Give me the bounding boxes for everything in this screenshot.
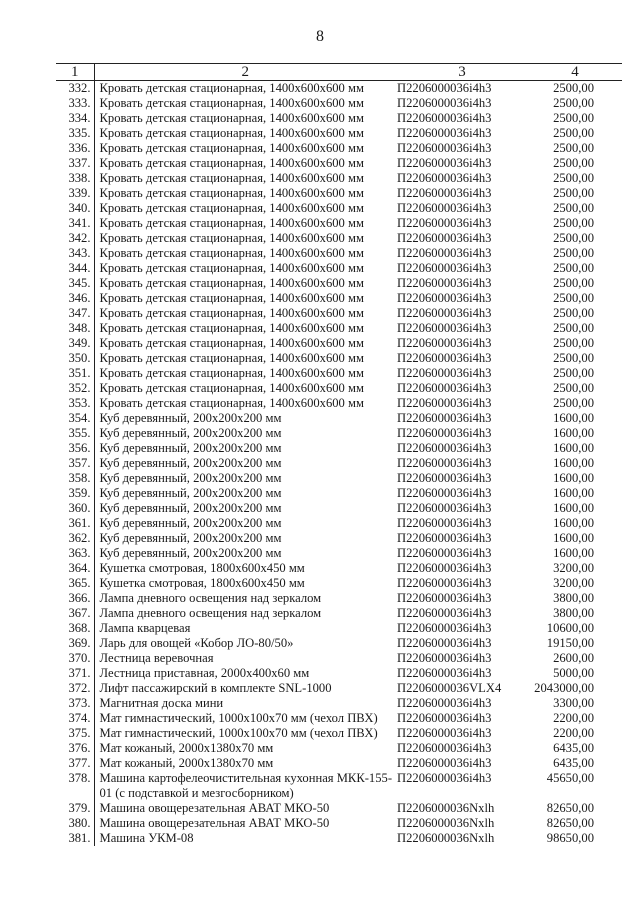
row-number: 378. [56,771,94,801]
item-price: 2500,00 [553,231,594,245]
item-price: 1600,00 [553,456,594,470]
item-name: Куб деревянный, 200х200х200 мм [99,471,282,485]
row-number: 373. [56,696,94,711]
table-row [56,246,622,261]
item-name: Кровать детская стационарная, 1400х600х600 мм [99,321,364,335]
row-number: 376. [56,741,94,756]
item-code: П2206000036i4h3 [397,381,492,395]
item-code: П2206000036i4h3 [397,651,492,665]
row-number: 368. [56,621,94,636]
item-code: П2206000036i4h3 [397,111,492,125]
item-price: 3800,00 [553,591,594,605]
row-number: 364. [56,561,94,576]
row-number: 374. [56,711,94,726]
row-number: 349. [56,336,94,351]
item-name: Куб деревянный, 200х200х200 мм [99,531,282,545]
row-number: 360. [56,501,94,516]
item-price: 2500,00 [553,81,594,95]
row-number: 344. [56,261,94,276]
row-number: 334. [56,111,94,126]
item-name: Кровать детская стационарная, 1400х600х600 мм [99,396,364,410]
item-code: П2206000036i4h3 [397,771,492,785]
item-name: Кровать детская стационарная, 1400х600х600 мм [99,156,364,170]
row-number: 355. [56,426,94,441]
row-number: 346. [56,291,94,306]
item-name: Мат гимнастический, 1000х100х70 мм (чехол ПВХ) [99,711,378,725]
item-code: П2206000036i4h3 [397,336,492,350]
table-row [56,441,622,456]
item-name: Кровать детская стационарная, 1400х600х600 мм [99,186,364,200]
item-price: 1600,00 [553,471,594,485]
item-price: 2500,00 [553,396,594,410]
item-code: П2206000036i4h3 [397,636,492,650]
item-name: Куб деревянный, 200х200х200 мм [99,516,282,530]
item-price: 10600,00 [546,621,594,635]
page-number: 8 [316,28,324,45]
item-code: П2206000036i4h3 [397,351,492,365]
row-number: 341. [56,216,94,231]
item-code: П2206000036i4h3 [397,291,492,305]
row-number: 371. [56,666,94,681]
item-name: Лампа дневного освещения над зеркалом [99,591,322,605]
item-code: П2206000036i4h3 [397,276,492,290]
table-row [56,726,622,741]
item-code: П2206000036i4h3 [397,141,492,155]
row-number: 354. [56,411,94,426]
table-row [56,576,622,591]
table-row [56,711,622,726]
row-number: 348. [56,321,94,336]
item-name: Мат кожаный, 2000х1380х70 мм [99,756,274,770]
item-code: П2206000036i4h3 [397,606,492,620]
item-code: П2206000036i4h3 [397,126,492,140]
row-number: 362. [56,531,94,546]
item-price: 2500,00 [553,246,594,260]
table-row [56,396,622,411]
item-code: П2206000036Nxlh [397,801,495,815]
table-row [56,771,622,801]
table-row [56,141,622,156]
item-code: П2206000036i4h3 [397,561,492,575]
row-number: 339. [56,186,94,201]
row-number: 372. [56,681,94,696]
item-name: Машина УКМ-08 [99,831,194,845]
item-code: П2206000036i4h3 [397,321,492,335]
row-number: 353. [56,396,94,411]
table-row [56,621,622,636]
row-number: 365. [56,576,94,591]
item-name: Лампа дневного освещения над зеркалом [99,606,322,620]
item-code: П2206000036i4h3 [397,156,492,170]
table-row [56,636,622,651]
item-name: Мат кожаный, 2000х1380х70 мм [99,741,274,755]
table-row [56,276,622,291]
row-number: 338. [56,171,94,186]
row-number: 350. [56,351,94,366]
item-code: П2206000036i4h3 [397,486,492,500]
item-name: Куб деревянный, 200х200х200 мм [99,426,282,440]
item-price: 2043000,00 [534,681,594,695]
item-name: Кровать детская стационарная, 1400х600х600 мм [99,366,364,380]
item-name: Лестница приставная, 2000х400х60 мм [99,666,310,680]
item-code: П2206000036i4h3 [397,81,492,95]
item-name: Кровать детская стационарная, 1400х600х600 мм [99,336,364,350]
table-row [56,651,622,666]
item-name: Кровать детская стационарная, 1400х600х600 мм [99,111,364,125]
item-price: 82650,00 [546,801,594,815]
table-row [56,486,622,501]
item-code: П2206000036i4h3 [397,231,492,245]
item-name: Ларь для овощей «Кобор ЛО-80/50» [99,636,294,650]
table-row [56,546,622,561]
table-row [56,156,622,171]
row-number: 359. [56,486,94,501]
table-row [56,741,622,756]
table-row [56,831,622,846]
table-row [56,666,622,681]
row-number: 377. [56,756,94,771]
item-name: Кровать детская стационарная, 1400х600х600 мм [99,381,364,395]
row-number: 337. [56,156,94,171]
item-name: Кровать детская стационарная, 1400х600х600 мм [99,246,364,260]
item-code: П2206000036i4h3 [397,621,492,635]
row-number: 379. [56,801,94,816]
item-code: П2206000036i4h3 [397,411,492,425]
item-price: 6435,00 [553,756,594,770]
item-name: Кушетка смотровая, 1800х600х450 мм [99,561,305,575]
item-code: П2206000036i4h3 [397,501,492,515]
item-code: П2206000036i4h3 [397,171,492,185]
item-price: 2500,00 [553,171,594,185]
item-price: 3200,00 [553,576,594,590]
item-code: П2206000036i4h3 [397,711,492,725]
inventory-table [56,63,622,846]
item-name: Машина овощерезательная АВАТ МКО-50 [99,816,330,830]
item-name: Кровать детская стационарная, 1400х600х600 мм [99,351,364,365]
column-header-code: 3 [396,64,528,81]
item-code: П2206000036i4h3 [397,576,492,590]
item-code: П2206000036i4h3 [397,471,492,485]
table-row [56,366,622,381]
table-row [56,81,622,97]
table-row [56,411,622,426]
table-body [56,81,622,847]
item-code: П2206000036i4h3 [397,246,492,260]
item-name: Кровать детская стационарная, 1400х600х600 мм [99,141,364,155]
item-name: Мат гимнастический, 1000х100х70 мм (чехол ПВХ) [99,726,378,740]
table-row [56,201,622,216]
table-row [56,171,622,186]
row-number: 361. [56,516,94,531]
item-price: 2500,00 [553,111,594,125]
item-name: Машина картофелеочистительная кухонная МКК-155-01 (с подставкой и мезгосборником) [99,771,393,800]
row-number: 352. [56,381,94,396]
item-price: 2500,00 [553,381,594,395]
item-code: П2206000036i4h3 [397,366,492,380]
table-row [56,561,622,576]
item-price: 1600,00 [553,501,594,515]
table-row [56,336,622,351]
item-price: 2500,00 [553,366,594,380]
item-name: Куб деревянный, 200х200х200 мм [99,486,282,500]
table-row [56,426,622,441]
item-price: 2500,00 [553,261,594,275]
item-price: 2500,00 [553,276,594,290]
item-name: Кровать детская стационарная, 1400х600х600 мм [99,291,364,305]
table-row [56,816,622,831]
row-number: 381. [56,831,94,846]
item-code: П2206000036i4h3 [397,261,492,275]
table-row [56,111,622,126]
row-number: 333. [56,96,94,111]
item-code: П2206000036i4h3 [397,516,492,530]
row-number: 335. [56,126,94,141]
table-row [56,801,622,816]
item-price: 2500,00 [553,336,594,350]
item-price: 3800,00 [553,606,594,620]
row-number: 356. [56,441,94,456]
row-number: 336. [56,141,94,156]
row-number: 366. [56,591,94,606]
table-row [56,216,622,231]
table-row [56,321,622,336]
item-name: Кровать детская стационарная, 1400х600х600 мм [99,276,364,290]
item-price: 19150,00 [546,636,594,650]
table-row [56,306,622,321]
item-name: Кровать детская стационарная, 1400х600х600 мм [99,231,364,245]
table-header-row [56,64,622,81]
item-price: 2200,00 [553,726,594,740]
row-number: 347. [56,306,94,321]
table-row [56,381,622,396]
item-price: 2500,00 [553,291,594,305]
item-name: Лампа кварцевая [99,621,191,635]
item-code: П2206000036i4h3 [397,591,492,605]
row-number: 363. [56,546,94,561]
item-name: Кровать детская стационарная, 1400х600х600 мм [99,126,364,140]
table-row [56,501,622,516]
item-code: П2206000036VLX4 [397,681,502,695]
row-number: 380. [56,816,94,831]
table-row [56,261,622,276]
item-price: 2500,00 [553,306,594,320]
row-number: 370. [56,651,94,666]
table-row [56,681,622,696]
item-price: 5000,00 [553,666,594,680]
item-price: 1600,00 [553,486,594,500]
row-number: 367. [56,606,94,621]
item-code: П2206000036i4h3 [397,756,492,770]
table-row [56,531,622,546]
row-number: 332. [56,81,94,97]
table-row [56,606,622,621]
item-price: 2500,00 [553,351,594,365]
item-price: 1600,00 [553,441,594,455]
item-code: П2206000036i4h3 [397,441,492,455]
column-header-name: 2 [94,64,396,81]
table-row [56,96,622,111]
table-row [56,516,622,531]
item-price: 2500,00 [553,96,594,110]
item-price: 1600,00 [553,531,594,545]
item-name: Машина овощерезательная АВАТ МКО-50 [99,801,330,815]
item-price: 6435,00 [553,741,594,755]
item-name: Куб деревянный, 200х200х200 мм [99,546,282,560]
item-code: П2206000036i4h3 [397,741,492,755]
table-row [56,456,622,471]
item-price: 45650,00 [546,771,594,785]
item-name: Куб деревянный, 200х200х200 мм [99,441,282,455]
item-price: 2200,00 [553,711,594,725]
item-name: Магнитная доска мини [99,696,224,710]
item-name: Куб деревянный, 200х200х200 мм [99,411,282,425]
item-price: 2500,00 [553,126,594,140]
table-row [56,186,622,201]
item-code: П2206000036i4h3 [397,396,492,410]
item-name: Куб деревянный, 200х200х200 мм [99,501,282,515]
item-name: Кровать детская стационарная, 1400х600х600 мм [99,201,364,215]
item-name: Кровать детская стационарная, 1400х600х600 мм [99,96,364,110]
item-price: 1600,00 [553,426,594,440]
item-price: 1600,00 [553,546,594,560]
item-price: 2500,00 [553,201,594,215]
row-number: 351. [56,366,94,381]
item-price: 2500,00 [553,321,594,335]
item-price: 1600,00 [553,516,594,530]
item-name: Кушетка смотровая, 1800х600х450 мм [99,576,305,590]
item-code: П2206000036i4h3 [397,201,492,215]
item-price: 3200,00 [553,561,594,575]
table-row [56,756,622,771]
table-row [56,231,622,246]
row-number: 357. [56,456,94,471]
row-number: 342. [56,231,94,246]
item-code: П2206000036Nxlh [397,816,495,830]
item-price: 2600,00 [553,651,594,665]
table-row [56,126,622,141]
item-price: 3300,00 [553,696,594,710]
item-code: П2206000036i4h3 [397,546,492,560]
column-header-number: 1 [56,64,94,81]
table-row [56,696,622,711]
item-name: Кровать детская стационарная, 1400х600х600 мм [99,81,364,95]
item-code: П2206000036i4h3 [397,726,492,740]
item-code: П2206000036i4h3 [397,426,492,440]
item-price: 82650,00 [546,816,594,830]
table-row [56,351,622,366]
item-name: Кровать детская стационарная, 1400х600х600 мм [99,306,364,320]
row-number: 340. [56,201,94,216]
table-row [56,591,622,606]
item-code: П2206000036i4h3 [397,186,492,200]
column-header-price: 4 [528,64,622,81]
item-name: Куб деревянный, 200х200х200 мм [99,456,282,470]
item-price: 1600,00 [553,411,594,425]
item-code: П2206000036i4h3 [397,456,492,470]
table-row [56,291,622,306]
item-code: П2206000036i4h3 [397,666,492,680]
row-number: 375. [56,726,94,741]
item-code: П2206000036Nxlh [397,831,495,845]
item-code: П2206000036i4h3 [397,96,492,110]
row-number: 369. [56,636,94,651]
item-code: П2206000036i4h3 [397,306,492,320]
item-name: Кровать детская стационарная, 1400х600х600 мм [99,216,364,230]
row-number: 358. [56,471,94,486]
item-price: 2500,00 [553,156,594,170]
item-name: Лестница веревочная [99,651,214,665]
item-name: Лифт пассажирский в комплекте SNL-1000 [99,681,332,695]
table-row [56,471,622,486]
item-code: П2206000036i4h3 [397,531,492,545]
item-price: 2500,00 [553,141,594,155]
item-price: 2500,00 [553,186,594,200]
row-number: 345. [56,276,94,291]
item-code: П2206000036i4h3 [397,696,492,710]
item-name: Кровать детская стационарная, 1400х600х600 мм [99,171,364,185]
item-price: 2500,00 [553,216,594,230]
item-code: П2206000036i4h3 [397,216,492,230]
item-name: Кровать детская стационарная, 1400х600х600 мм [99,261,364,275]
row-number: 343. [56,246,94,261]
item-price: 98650,00 [546,831,594,845]
